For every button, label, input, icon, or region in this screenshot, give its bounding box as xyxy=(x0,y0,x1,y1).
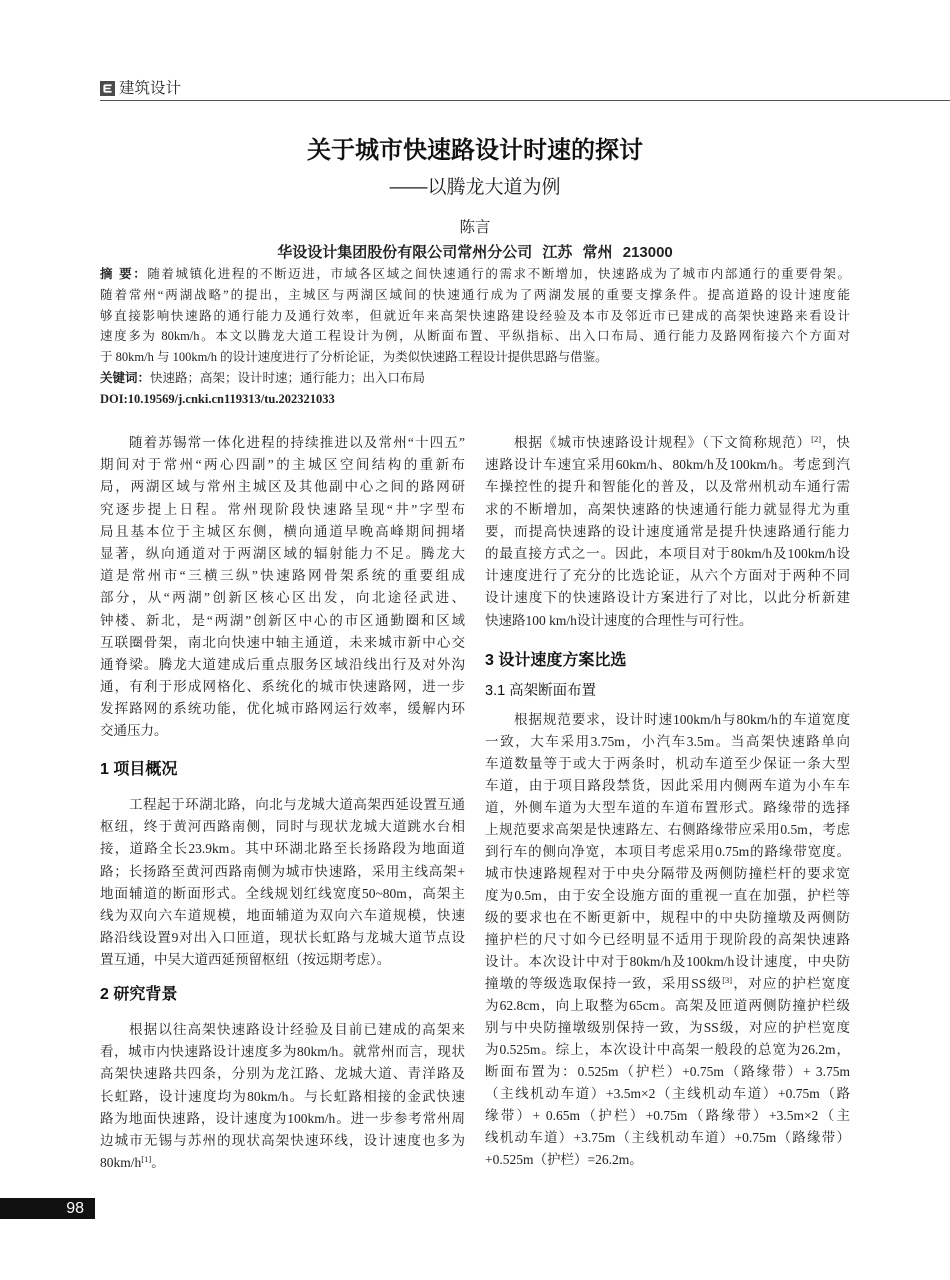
keywords-text: 快速路；高架；设计时速；通行能力；出入口布局 xyxy=(150,370,426,385)
body-text-segment: 。 xyxy=(151,1155,165,1171)
body-text-line: 显著，纵向通道对于两湖区域的辐射能力不足。腾龙大 xyxy=(100,545,465,561)
body-text-line: 撞护栏的尺寸如今已经明显不适用于现阶段的高架快速路 xyxy=(485,932,850,947)
intro-paragraph xyxy=(100,432,465,743)
section2-paragraph-2 xyxy=(485,432,850,632)
body-text-line: 互联圈骨架，南北向快速中轴主通道，未来城市新中心交 xyxy=(100,634,465,650)
body-text-line: +0.525m（护栏）=26.2m。 xyxy=(485,1152,643,1167)
body-text-line: 车道数量等于或大于两条时，机动车道至少保证一条大型 xyxy=(485,756,850,771)
body-text-line: 一致，大车采用3.75m，小汽车3.5m。当高架快速路单向 xyxy=(485,734,850,749)
article-author: 陈言 xyxy=(459,219,491,236)
page-number-tab xyxy=(0,1198,95,1219)
section-heading: 3 设计速度方案比选 xyxy=(485,652,627,669)
body-text-line xyxy=(485,973,850,995)
body-text-line: 根据以往高架快速路设计经验及目前已建成的高架来 xyxy=(129,1022,465,1037)
journal-section-label: 建筑设计 xyxy=(119,80,182,97)
body-text-line: 为62.8cm，向上取整为65cm。高架及匝道两侧防撞护栏级 xyxy=(485,998,850,1013)
body-text-line: 线为双向六车道规模，地面辅道为双向六车道规模，快速 xyxy=(100,907,465,923)
body-text-line: 速路设计车速宜采用60km/h、80km/h及100km/h。考虑到汽 xyxy=(485,457,850,473)
doi: DOI:10.19569/j.cnki.cn119313/tu.202321033 xyxy=(100,391,335,406)
body-text-line: 城市快速路规程对于中央分隔带及两侧防撞栏杆的要求宽 xyxy=(485,866,850,881)
body-text-line: 路沿线设置9对出入口匝道，现状长虹路与龙城大道节点设 xyxy=(100,930,465,946)
body-text-line: 置互通，中吴大道西延预留枢纽（按远期考虑）。 xyxy=(100,952,391,968)
section2-paragraph-1 xyxy=(100,1019,465,1174)
body-text-line: 级的要求也在不断更新中，规程中的中央防撞墩及两侧防 xyxy=(485,910,850,925)
body-text-segment: ，对应的护栏宽度 xyxy=(732,976,850,991)
body-text-line: 通，有利于形成网格化、系统化的城市快速路网，进一步 xyxy=(100,679,465,695)
body-text-line: 路；长扬路至黄河西路南侧为城市快速路，采用主线高架+ xyxy=(100,863,465,879)
body-text-line: 局，两湖区域与常州主城区及其他副中心之间的路网研 xyxy=(100,479,465,495)
section-heading: 2 研究背景 xyxy=(100,986,178,1003)
body-text-line: 到行车的侧向净宽，本项目考虑采用0.75m的路缘带宽度。 xyxy=(485,844,850,859)
section3-1-paragraph xyxy=(485,709,850,1171)
abstract-text: 随着城镇化进程的不断迈进，市域各区域之间快速通行的需求不断增加，快速路成为了城市内部通行的重要骨架。 xyxy=(147,267,850,281)
abstract-line: 够直接影响快速路的通行能力及通行效率，但就近年来高架快速路建设经验及本市及邻近市已建成的高架快速路来看设计 xyxy=(100,308,850,323)
body-text-line: 求的不断增加，高架快速路的快速通行能力就显得尤为重 xyxy=(485,501,850,517)
body-text-line: 局且基本位于主城区东侧，横向通道早晚高峰期间拥堵 xyxy=(100,523,465,539)
section1-paragraph xyxy=(100,794,465,972)
abstract-line: 随着常州“两湖战略”的提出，主城区与两湖区域间的快速通行成为了两湖发展的重要支撑条件。提高道路的设计速度能 xyxy=(100,287,850,302)
body-text-line: 线机动车道）+3.75m（主线机动车道）+0.75m（路缘带） xyxy=(485,1130,850,1145)
abstract xyxy=(100,264,850,410)
body-text-line: 缘带）+ 0.65m（护栏）+0.75m（路缘带）+3.5m×2（主 xyxy=(485,1108,850,1123)
body-text-line: 为0.525m。综上，本次设计中高架一般段的总宽为26.2m， xyxy=(485,1042,850,1057)
abstract-line: 于 80km/h 与 100km/h 的设计速度进行了分析论证，为类似快速路工程设计提供思路与借鉴。 xyxy=(100,350,608,365)
body-text-line: 高架快速路共四条，分别为龙江路、龙城大道、青洋路及 xyxy=(100,1066,465,1082)
author-affiliation: 华设设计集团股份有限公司常州分公司 江苏 常州 213000 xyxy=(277,244,673,261)
body-text-line: 计速度进行了充分的比选论证，从六个方面对于两种不同 xyxy=(485,568,850,584)
body-text-line: 别与中央防撞墩级别保持一致，为SS级，对应的护栏宽度 xyxy=(485,1020,850,1035)
keywords-label: 关键词： xyxy=(100,370,151,385)
body-text-line: 看，城市内快速路设计速度多为80km/h。就常州而言，现状 xyxy=(100,1044,465,1060)
article-subtitle: ——以腾龙大道为例 xyxy=(389,177,561,198)
body-text-line: 枢纽，终于黄河西路南侧，同时与现状龙城大道跳水台相 xyxy=(100,819,465,835)
body-text-line: 设计。本次设计中对于80km/h及100km/h设计速度，中央防 xyxy=(485,954,850,969)
citation-superscript: [3] xyxy=(722,975,733,985)
body-text-line: 究逐步提上日程。常州现阶段快速路呈现“井”字型布 xyxy=(100,501,465,517)
header-rule xyxy=(100,100,950,101)
body-text-line: 路为地面快速路，设计速度为100km/h。进一步参考常州周 xyxy=(100,1110,465,1126)
abstract-line xyxy=(100,264,850,285)
body-text-line: 接，道路全长23.9km。其中环湖北路至长扬路段为地面道 xyxy=(100,841,465,857)
body-text-line: 设计速度下的快速路设计方案进行了对比，以此分析新建 xyxy=(485,590,850,606)
body-text-segment: 撞墩的等级选取保持一致，采用SS级 xyxy=(485,976,723,991)
keywords-line xyxy=(100,368,850,389)
body-text-segment: 80km/h xyxy=(100,1155,142,1171)
body-text-line xyxy=(100,1152,465,1174)
body-text-segment: ，快 xyxy=(821,435,851,450)
body-text-line: 边城市无锡与苏州的现状高架快速环线，设计速度也多为 xyxy=(100,1132,465,1148)
body-text-line: 道是常州市“三横三纵”快速路网骨架系统的重要组成 xyxy=(100,568,465,584)
body-text-line: 发挥路网的系统功能，优化城市路网运行效率，缓解内环 xyxy=(100,701,465,717)
section-heading: 1 项目概况 xyxy=(100,761,178,778)
body-text-line: 车道，由于项目路段禁货，因此采用内侧两车道为小车车 xyxy=(485,778,850,793)
body-text-line: 车操控性的提升和智能化的普及，以及常州机动车通行需 xyxy=(485,479,850,495)
body-text-line: （主线机动车道）+3.5m×2（主线机动车道）+0.75m（路 xyxy=(485,1086,850,1101)
body-text-line: 地面辅道的断面形式。全线规划红线宽度50~80m，高架主 xyxy=(100,885,465,901)
citation-superscript: [1] xyxy=(141,1154,152,1165)
body-text-line: 道，外侧车道为大型车道的车道布置形式。路缘带的选择 xyxy=(485,800,850,815)
body-text-line: 期间对于常州“两心四副”的主城区空间结构的重新布 xyxy=(100,457,465,473)
abstract-line: 速度多为 80km/h。本文以腾龙大道工程设计为例，从断面布置、平纵指标、出入口布局、通行能力及路网衔接六个方面对 xyxy=(100,329,850,344)
body-text-line: 随着苏锡常一体化进程的持续推进以及常州“十四五” xyxy=(129,435,465,450)
body-text-line: 断面布置为：0.525m（护栏）+0.75m（路缘带）+ 3.75m xyxy=(485,1064,850,1079)
citation-superscript: [2] xyxy=(811,434,822,444)
body-text-line: 长虹路，设计速度均为80km/h。与长虹路相接的金武快速 xyxy=(100,1088,465,1104)
body-text-line: 要，而提高快速路的设计速度通常是提升快速路通行能力 xyxy=(485,523,850,539)
subsection-heading: 3.1 高架断面布置 xyxy=(485,683,597,699)
body-text-line: 钟楼、新北，是“两湖”创新区中心的市区通勤圈和区域 xyxy=(100,612,465,628)
body-text-line: 交通压力。 xyxy=(100,723,168,739)
abstract-label: 摘 要： xyxy=(100,267,148,281)
body-text-line xyxy=(485,432,850,454)
body-text-line: 的最直接方式之一。因此，本项目对于80km/h及100km/h设 xyxy=(485,545,850,561)
body-text-line: 上规范要求高架是快速路左、右侧路缘带应采用0.5m，考虑 xyxy=(485,822,850,837)
body-text-line: 快速路100 km/h设计速度的合理性与可行性。 xyxy=(485,612,753,628)
journal-section-icon xyxy=(100,81,115,96)
page-number: 98 xyxy=(66,1200,84,1217)
body-text-line: 工程起于环湖北路，向北与龙城大道高架西延设置互通 xyxy=(129,797,465,812)
body-text-segment: 根据《城市快速路设计规程》（下文简称规范） xyxy=(514,435,812,450)
body-text-line: 根据规范要求，设计时速100km/h与80km/h的车道宽度 xyxy=(514,712,850,727)
article-title: 关于城市快速路设计时速的探讨 xyxy=(307,136,643,164)
body-text-line: 通脊梁。腾龙大道建成后重点服务区域沿线出行及对外沟 xyxy=(100,656,465,672)
body-text-line: 部分，从“两湖”创新区核心区出发，向北途径武进、 xyxy=(100,590,465,606)
body-text-line: 度为0.5m，由于安全设施方面的重视一直在加强，护栏等 xyxy=(485,888,850,903)
